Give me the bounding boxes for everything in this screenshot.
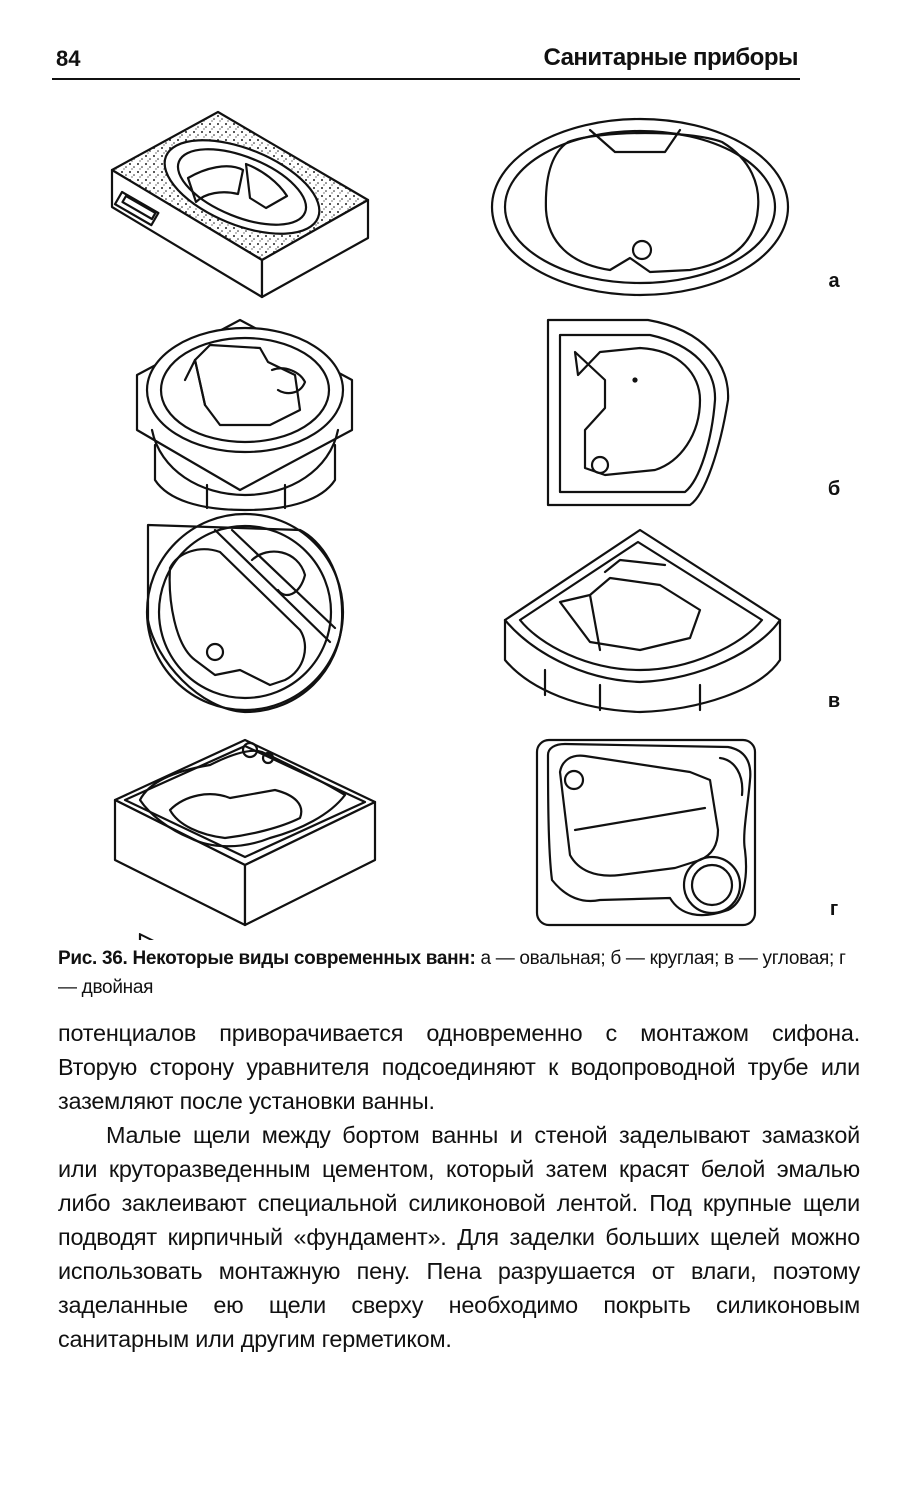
page-header [52,40,800,80]
caption-rest: а — овальная; б — круглая; в — угловая; г — двойная [58,948,846,998]
double-bath-plan [537,740,755,925]
running-title: Санитарные приборы [543,44,798,71]
figure-label-v: в [827,690,841,712]
double-bath-isometric [115,740,375,940]
paragraph-1: потенциалов приворачивается одновременно с монтажом сифона. Вторую сторону уравнителя подсоединяют к водопроводной трубе или заземляют после установки ванны. [58,1020,860,1114]
figure-label-g: г [829,898,839,920]
figure-36 [0,90,900,940]
corner-bath-plan-round [147,514,343,712]
caption-lead: Рис. 36. Некоторые виды современных ванн: [58,948,476,969]
round-bath-plan [548,320,728,505]
figure-label-b: б [827,478,841,500]
figure-caption [58,944,858,1002]
body-text [58,1016,860,1356]
oval-bath-plan [492,119,788,295]
page-number: 84 [56,46,81,71]
oval-bath-isometric [112,112,368,297]
bathtub-illustrations [0,90,900,940]
paragraph-2: Малые щели между бортом ванны и стеной заделывают замазкой или круторазведенным цементом, который затем красят белой эмалью либо заклеивают специальной силиконовой лентой. Под крупные щели подводят кирпичный «фундамент». Для заделки больших щелей можно использовать монтажную пену. Пена разрушается от влаги, поэтому заделанные ею щели сверху необходимо покрыть силиконовым санитарным или другим герметиком. [58,1122,860,1352]
round-bath-isometric [137,320,352,510]
corner-bath-isometric [505,530,780,712]
figure-label-a: а [828,270,840,292]
